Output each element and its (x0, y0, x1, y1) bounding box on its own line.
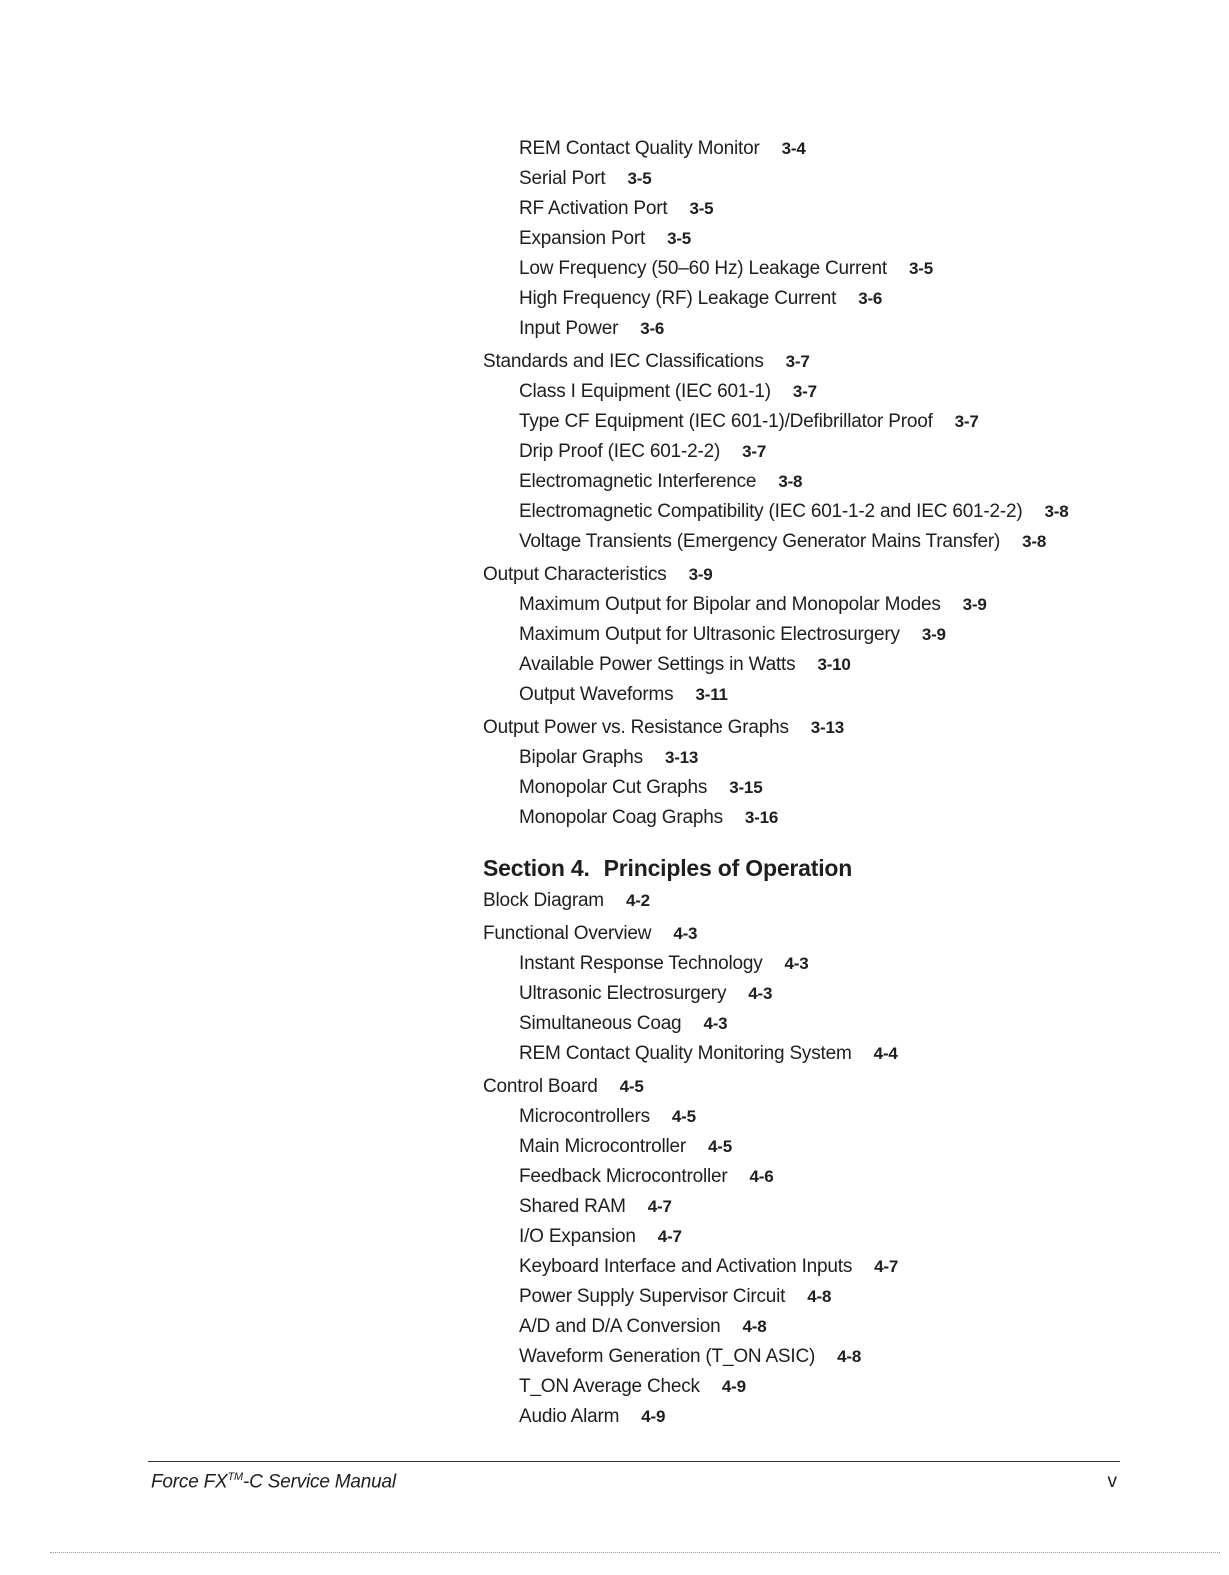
toc-entry-page: 4-8 (807, 1287, 832, 1306)
toc-entry-page: 3-8 (1022, 532, 1047, 551)
toc-entry-page: 4-3 (784, 954, 809, 973)
toc-entry-title: Monopolar Coag Graphs (519, 807, 723, 828)
toc-entry (483, 620, 1183, 650)
toc-entry (483, 1252, 1183, 1282)
toc-entry (483, 1072, 1183, 1102)
toc-entry-title: Voltage Transients (Emergency Generator Mains Transfer) (519, 531, 1001, 552)
toc-entry (483, 1039, 1183, 1069)
toc-entry (483, 1282, 1183, 1312)
toc-entry (483, 803, 1183, 833)
toc-entry (483, 467, 1183, 497)
toc-entry-title: Drip Proof (IEC 601-2-2) (519, 441, 721, 462)
toc-entry-page: 3-5 (667, 229, 692, 248)
toc-entry-title: Feedback Microcontroller (519, 1166, 728, 1187)
toc-entry (483, 1312, 1183, 1342)
manual-name-suffix: -C Service Manual (243, 1471, 396, 1493)
toc-entry-title: Keyboard Interface and Activation Inputs (519, 1256, 853, 1277)
toc-entry-page: 3-7 (792, 382, 817, 401)
toc-entry (483, 1162, 1183, 1192)
toc-entry (483, 1402, 1183, 1432)
toc-entry-page: 3-13 (810, 718, 845, 737)
toc-entry (483, 164, 1183, 194)
toc-section-3-entries (483, 134, 1183, 833)
toc-entry-title: Functional Overview (483, 923, 652, 944)
toc-entry (483, 773, 1183, 803)
toc-entry-page: 3-4 (781, 139, 806, 158)
toc-entry (483, 1102, 1183, 1132)
toc-entry-page: 3-13 (664, 748, 699, 767)
toc-entry (483, 347, 1183, 377)
toc-entry (483, 194, 1183, 224)
toc-entry (483, 886, 1183, 916)
toc-entry-title: Monopolar Cut Graphs (519, 777, 708, 798)
toc-entry-page: 3-5 (627, 169, 652, 188)
toc-entry-title: REM Contact Quality Monitoring System (519, 1043, 852, 1064)
toc-entry (483, 1222, 1183, 1252)
toc-entry-page: 4-8 (837, 1347, 862, 1366)
toc-entry (483, 1192, 1183, 1222)
toc-entry-page: 4-8 (742, 1317, 767, 1336)
toc-entry-page: 4-7 (657, 1227, 682, 1246)
toc-entry-page: 3-8 (1044, 502, 1069, 521)
manual-name: Force FX (151, 1471, 228, 1493)
toc-entry (483, 560, 1183, 590)
section-number: Section 4. (483, 855, 590, 881)
trademark-mark: TM (227, 1471, 244, 1483)
toc-entry-page: 3-6 (640, 319, 665, 338)
toc-entry (483, 497, 1183, 527)
toc-entry (483, 949, 1183, 979)
toc-entry-title: Serial Port (519, 168, 606, 189)
toc-entry-page: 4-5 (671, 1107, 696, 1126)
toc-entry-title: Available Power Settings in Watts (519, 654, 796, 675)
toc-entry-page: 4-3 (748, 984, 773, 1003)
toc-entry-page: 4-7 (874, 1257, 899, 1276)
toc-entry (483, 1342, 1183, 1372)
toc-entry-title: REM Contact Quality Monitor (519, 138, 760, 159)
toc-entry (483, 407, 1183, 437)
toc-entry-page: 4-3 (703, 1014, 728, 1033)
section-title: Principles of Operation (603, 855, 853, 881)
toc-entry-title: Microcontrollers (519, 1106, 650, 1127)
toc-entry-page: 4-2 (625, 891, 650, 910)
toc-entry-title: Input Power (519, 318, 619, 339)
toc-entry (483, 680, 1183, 710)
toc-entry (483, 254, 1183, 284)
toc-entry-page: 4-4 (873, 1044, 898, 1063)
toc-entry-page: 3-9 (921, 625, 946, 644)
toc-entry (483, 437, 1183, 467)
toc-entry-title: Output Waveforms (519, 684, 674, 705)
toc-entry-title: Type CF Equipment (IEC 601-1)/Defibrillator Proof (519, 411, 933, 432)
toc-entry-title: Maximum Output for Ultrasonic Electrosurgery (519, 624, 900, 645)
toc-entry-title: Main Microcontroller (519, 1136, 687, 1157)
toc-entry (483, 1372, 1183, 1402)
toc-entry (483, 1009, 1183, 1039)
toc-entry (483, 527, 1183, 557)
toc-entry-title: I/O Expansion (519, 1226, 636, 1247)
toc-entry (483, 743, 1183, 773)
toc-entry-title: Maximum Output for Bipolar and Monopolar Modes (519, 594, 941, 615)
toc-entry-title: Control Board (483, 1076, 598, 1097)
toc-entry-page: 4-5 (619, 1077, 644, 1096)
toc-entry-page: 4-5 (708, 1137, 733, 1156)
toc-entry (483, 224, 1183, 254)
toc-entry (483, 713, 1183, 743)
footer-page-number: v (1107, 1471, 1117, 1492)
toc-entry-page: 3-5 (689, 199, 714, 218)
toc-entry (483, 919, 1183, 949)
toc-entry-page: 3-6 (858, 289, 883, 308)
toc-entry-page: 3-7 (954, 412, 979, 431)
toc-entry (483, 377, 1183, 407)
toc-entry-title: Simultaneous Coag (519, 1013, 682, 1034)
toc-entry-page: 3-9 (962, 595, 987, 614)
toc-entry-title: Bipolar Graphs (519, 747, 643, 768)
toc-entry-title: Low Frequency (50–60 Hz) Leakage Current (519, 258, 887, 279)
footer-divider (148, 1461, 1120, 1462)
toc-entry-title: Shared RAM (519, 1196, 626, 1217)
toc-entry-title: Standards and IEC Classifications (483, 351, 764, 372)
toc-entry-page: 4-9 (641, 1407, 666, 1426)
table-of-contents (483, 134, 1183, 1432)
toc-entry-page: 3-7 (742, 442, 767, 461)
toc-entry (483, 650, 1183, 680)
toc-entry-page: 4-3 (673, 924, 698, 943)
toc-entry-page: 3-8 (778, 472, 803, 491)
toc-entry-title: Instant Response Technology (519, 953, 763, 974)
toc-entry-title: Output Power vs. Resistance Graphs (483, 717, 789, 738)
toc-entry-page: 3-15 (729, 778, 763, 797)
toc-entry (483, 314, 1183, 344)
toc-entry-page: 3-16 (744, 808, 779, 827)
toc-entry-page: 3-10 (817, 655, 851, 674)
toc-entry (483, 590, 1183, 620)
toc-entry-title: T_ON Average Check (519, 1376, 700, 1397)
toc-entry (483, 284, 1183, 314)
toc-entry-page: 3-5 (908, 259, 933, 278)
toc-section-4-entries (483, 886, 1183, 1432)
toc-entry (483, 134, 1183, 164)
toc-entry-title: Electromagnetic Compatibility (IEC 601-1-2 and IEC 601-2-2) (519, 501, 1023, 522)
toc-entry-title: Audio Alarm (519, 1406, 620, 1427)
toc-entry-title: Ultrasonic Electrosurgery (519, 983, 727, 1004)
toc-entry-title: RF Activation Port (519, 198, 668, 219)
toc-entry-title: High Frequency (RF) Leakage Current (519, 288, 837, 309)
toc-entry-page: 3-7 (785, 352, 810, 371)
scan-edge-artifact (50, 1552, 1220, 1553)
toc-entry-title: Block Diagram (483, 890, 604, 911)
toc-entry-page: 3-9 (688, 565, 713, 584)
toc-entry-title: Output Characteristics (483, 564, 667, 585)
toc-entry-page: 3-11 (695, 685, 728, 704)
toc-entry-title: Power Supply Supervisor Circuit (519, 1286, 786, 1307)
section-heading (483, 853, 1183, 883)
toc-entry (483, 979, 1183, 1009)
toc-entry-page: 4-6 (749, 1167, 774, 1186)
toc-entry-title: A/D and D/A Conversion (519, 1316, 721, 1337)
toc-entry (483, 1132, 1183, 1162)
footer-manual-title (151, 1471, 396, 1493)
toc-entry-page: 4-7 (647, 1197, 672, 1216)
toc-entry-page: 4-9 (721, 1377, 746, 1396)
toc-entry-title: Expansion Port (519, 228, 646, 249)
toc-entry-title: Electromagnetic Interference (519, 471, 757, 492)
toc-entry-title: Waveform Generation (T_ON ASIC) (519, 1346, 816, 1367)
toc-entry-title: Class I Equipment (IEC 601-1) (519, 381, 771, 402)
